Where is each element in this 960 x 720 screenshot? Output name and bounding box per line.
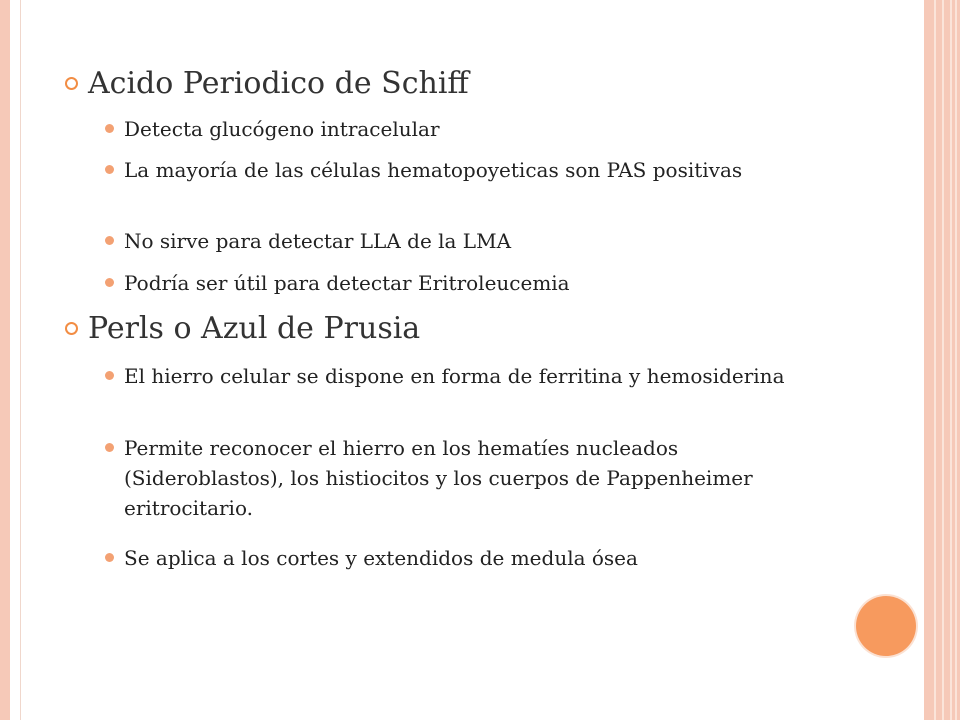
- section-heading-text: Acido Periodico de Schiff: [88, 66, 469, 101]
- section-heading: [88, 311, 420, 347]
- ring-bullet-icon: [65, 322, 78, 335]
- list-item-text: El hierro celular se dispone en forma de ferritina y hemosiderina: [124, 364, 785, 388]
- list-item: [124, 114, 824, 144]
- list-item: [124, 226, 824, 256]
- bullet-dot-icon: [105, 371, 114, 380]
- list-item-text: La mayoría de las células hematopoyeticas son PAS positivas: [124, 158, 743, 182]
- bullet-dot-icon: [105, 124, 114, 133]
- list-item-text: Podría ser útil para detectar Eritroleucemia: [124, 271, 570, 295]
- bullet-dot-icon: [105, 236, 114, 245]
- section-heading-text: Perls o Azul de Prusia: [88, 311, 421, 346]
- list-item-text: Se aplica a los cortes y extendidos de medula ósea: [124, 546, 638, 570]
- bullet-dot-icon: [105, 165, 114, 174]
- list-item: [124, 543, 824, 573]
- list-item: [124, 155, 824, 185]
- section-heading: [88, 66, 469, 102]
- bullet-dot-icon: [105, 553, 114, 562]
- bullet-dot-icon: [105, 278, 114, 287]
- list-item: [124, 268, 824, 298]
- list-item-text: Detecta glucógeno intracelular: [124, 117, 440, 141]
- ring-bullet-icon: [65, 77, 78, 90]
- bullet-dot-icon: [105, 443, 114, 452]
- list-item: [124, 433, 824, 523]
- list-item-text: No sirve para detectar LLA de la LMA: [124, 229, 512, 253]
- list-item: [124, 361, 824, 391]
- list-item-text: Permite reconocer el hierro en los hematíes nucleados (Sideroblastos), los histiocitos y los cuerpos de Pappenheimer eritrocitario.: [124, 436, 753, 520]
